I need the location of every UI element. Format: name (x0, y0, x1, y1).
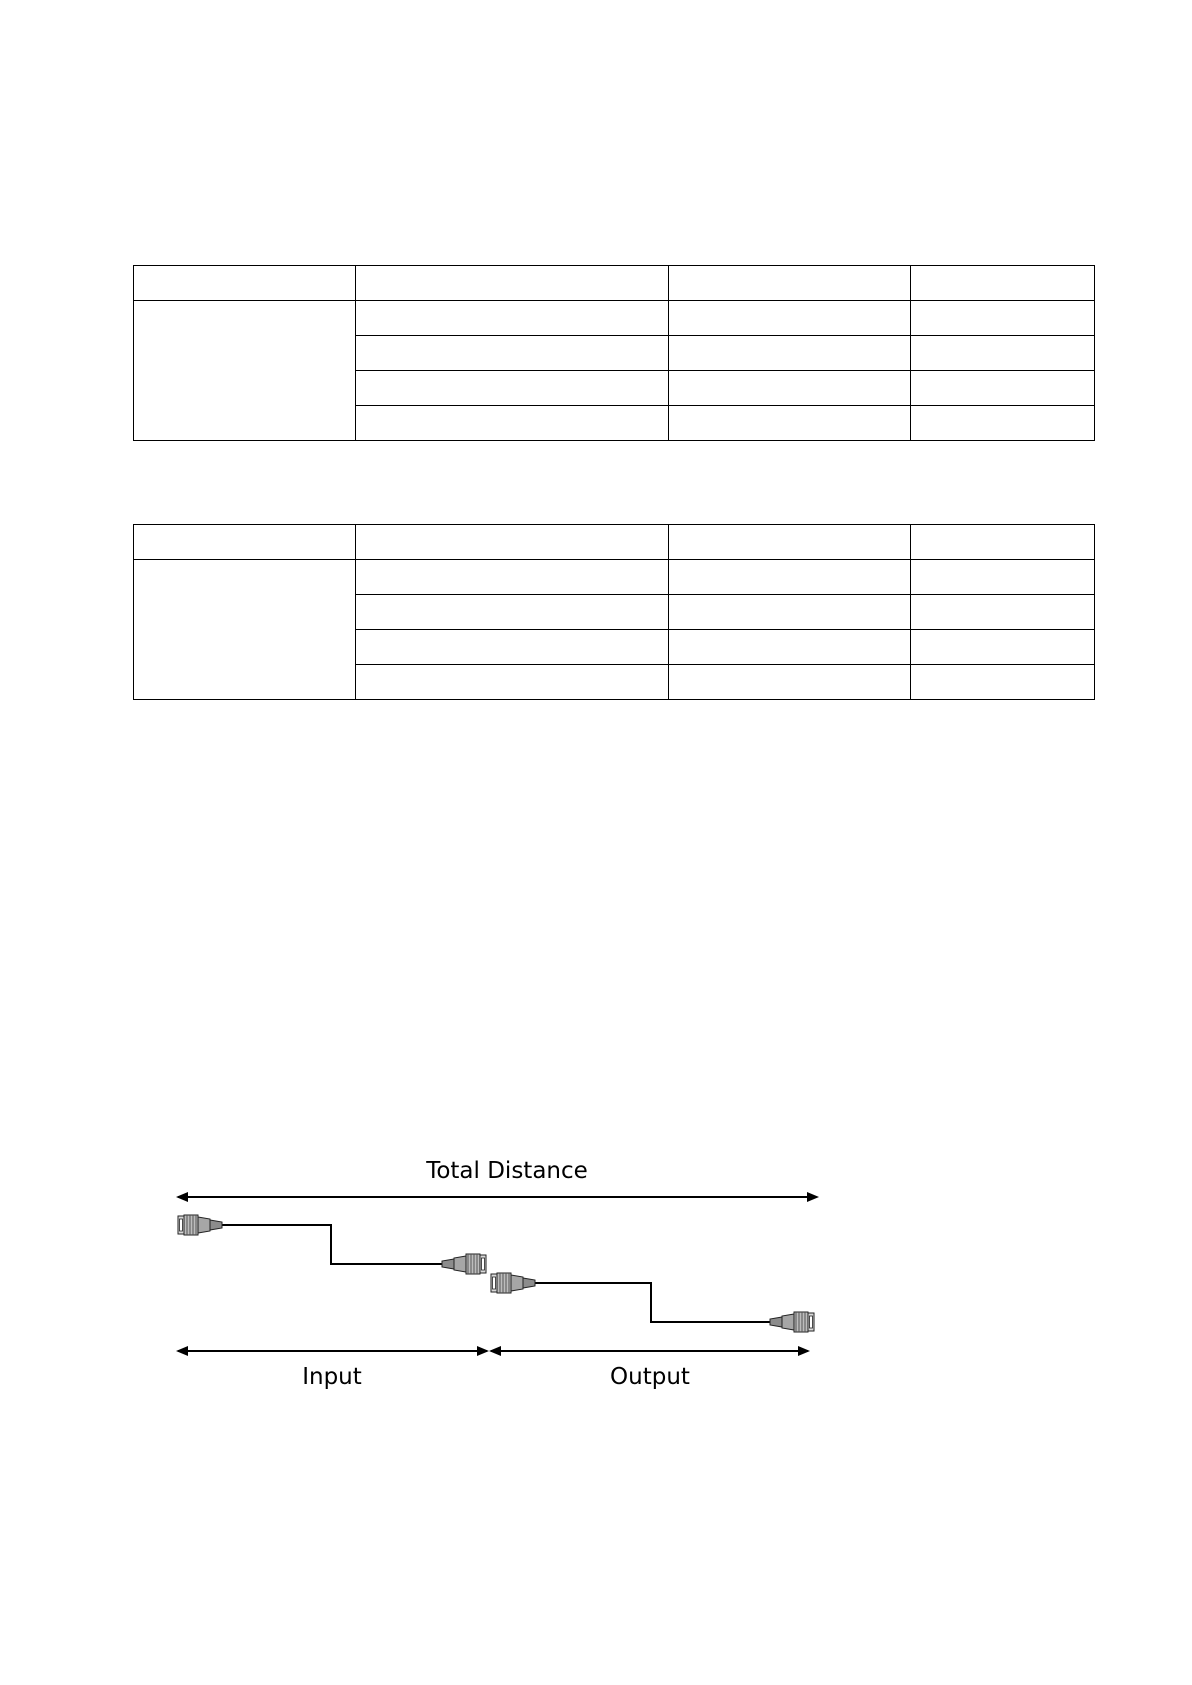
table-cell (910, 595, 1094, 630)
cable-distance-diagram (0, 1140, 1192, 1400)
table-cell (356, 665, 668, 700)
table-cell (668, 336, 910, 371)
output-label: Output (610, 1364, 690, 1390)
table-cell (356, 301, 668, 336)
table-group-cell (134, 560, 356, 700)
bnc-connector-icon (770, 1312, 814, 1332)
table-cell (356, 371, 668, 406)
table-cell (910, 406, 1094, 441)
table-cell (356, 266, 668, 301)
input-label: Input (302, 1364, 362, 1390)
table-cell (910, 266, 1094, 301)
table-cell (356, 595, 668, 630)
table-cell (910, 630, 1094, 665)
table-cell (668, 266, 910, 301)
table-cell (668, 406, 910, 441)
table-cell (910, 560, 1094, 595)
table-row (134, 560, 1095, 595)
bnc-connector-icon (491, 1273, 535, 1293)
output-cable (491, 1273, 814, 1332)
table-cell (910, 301, 1094, 336)
table-header-row (134, 266, 1095, 301)
table-cell (356, 406, 668, 441)
table-cell (356, 630, 668, 665)
table-cell (356, 525, 668, 560)
table-cell (356, 336, 668, 371)
table-cell (910, 371, 1094, 406)
table-cell (668, 301, 910, 336)
input-distance-arrow (176, 1346, 489, 1356)
table-row (134, 301, 1095, 336)
spec-table-1 (133, 265, 1095, 441)
total-distance-label: Total Distance (426, 1158, 588, 1184)
table-cell (668, 371, 910, 406)
total-distance-arrow (176, 1192, 819, 1202)
table-header-row (134, 525, 1095, 560)
table-group-cell (134, 301, 356, 441)
table-cell (134, 266, 356, 301)
output-distance-arrow (489, 1346, 810, 1356)
spec-table-2 (133, 524, 1095, 700)
table-cell (668, 525, 910, 560)
table-cell (134, 525, 356, 560)
table-cell (910, 665, 1094, 700)
table-cell (910, 336, 1094, 371)
bnc-connector-icon (442, 1254, 486, 1274)
bnc-connector-icon (178, 1215, 222, 1235)
table-cell (910, 525, 1094, 560)
input-cable (178, 1215, 486, 1274)
table-cell (668, 630, 910, 665)
table-cell (668, 595, 910, 630)
table-cell (356, 560, 668, 595)
table-cell (668, 560, 910, 595)
table-cell (668, 665, 910, 700)
